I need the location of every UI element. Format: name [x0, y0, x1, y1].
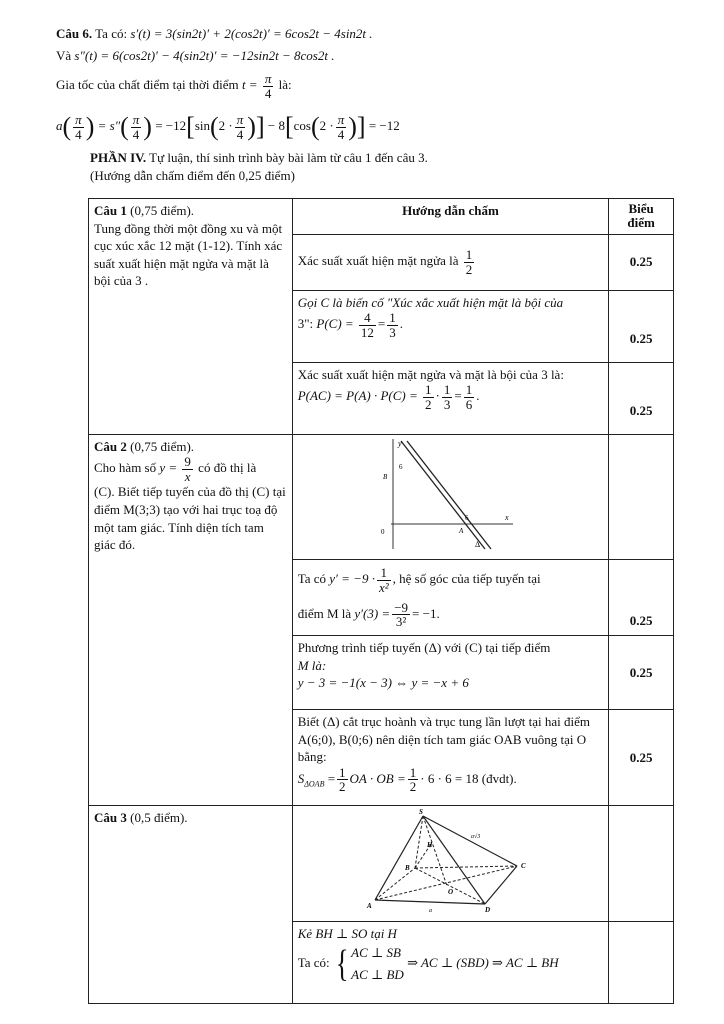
tangent-line-2	[398, 441, 485, 549]
fraction	[442, 383, 453, 411]
system	[351, 942, 404, 986]
formula: OA · OB =	[349, 770, 406, 786]
grading-table	[88, 198, 674, 1004]
dot: ·	[435, 388, 440, 404]
num: π	[236, 111, 244, 127]
edge-sd	[423, 816, 485, 904]
edge-sc	[423, 816, 517, 866]
x-six-label: 6	[464, 513, 469, 522]
text: Kẻ BH ⊥ SO tại H	[297, 925, 397, 941]
point-b-label: B	[382, 472, 387, 481]
line-derivative-2	[56, 48, 334, 64]
fraction	[337, 766, 348, 794]
score-cell: 0.25	[609, 234, 674, 290]
formula: s′(t) = 3(sin2t)′ + 2(cos2t)′ = 6cos2t − 4sin2t .	[130, 26, 373, 41]
question-3-cell	[89, 806, 293, 1004]
q2-points: (0,75 điểm).	[130, 438, 195, 454]
s-subscript: ΔOAB	[304, 779, 325, 789]
paren: )	[247, 112, 256, 141]
line-derivative-1	[56, 26, 373, 42]
empty-score-cell	[609, 921, 674, 1003]
a-symbol: a	[56, 117, 63, 133]
den: 4	[236, 126, 244, 142]
tangent-graph	[295, 437, 585, 553]
text: là:	[278, 77, 292, 93]
eq: =	[454, 388, 462, 404]
graph-cell	[292, 434, 609, 560]
minus8: − 8	[267, 117, 285, 133]
den: 3²	[395, 614, 407, 630]
formula: ⇒ AC ⊥ (SBD) ⇒ AC ⊥ BH	[407, 955, 559, 971]
table-row	[89, 199, 674, 235]
two: 2 ·	[218, 117, 233, 133]
num: π	[132, 111, 140, 127]
end: · 6 · 6 = 18 (đvdt).	[420, 770, 517, 786]
edge-sa	[375, 816, 423, 900]
fraction	[392, 601, 410, 629]
text: Và	[56, 48, 72, 63]
empty-score-cell	[609, 806, 674, 922]
bracket: [	[284, 112, 294, 141]
den: 2	[465, 261, 473, 277]
fraction	[408, 766, 419, 794]
den: 2	[339, 779, 346, 795]
base-length-label: a	[428, 908, 432, 915]
system-line-1: AC ⊥ SB	[351, 945, 401, 961]
fraction	[73, 113, 84, 141]
num: 1	[389, 310, 396, 326]
line-acceleration-value	[56, 112, 400, 142]
fraction	[182, 455, 193, 483]
num: 1	[465, 246, 473, 262]
paren: )	[85, 112, 95, 141]
formula: y =	[159, 460, 178, 476]
q1-text: Tung đồng thời một đồng xu và một cục xúc xắc 12 mặt (1-12). Tính xác suất xuất hiện mặt ngửa và mặt là bội của 3 .	[94, 220, 283, 289]
point-o: O	[447, 888, 453, 897]
part-iv-note: (Hướng dẫn chấm điểm đến 0,25 điểm)	[90, 168, 295, 183]
den: 3	[443, 396, 451, 412]
guide-cell	[292, 560, 609, 636]
num: 1	[465, 382, 473, 398]
bracket: ]	[356, 112, 366, 141]
empty-score-cell	[609, 434, 674, 560]
den: 12	[360, 324, 374, 340]
text: Gia tốc của chất điểm tại thời điểm	[56, 77, 239, 93]
guide-cell	[292, 710, 609, 806]
vertex-s: S	[418, 808, 423, 817]
score-cell: 0.25	[609, 290, 674, 362]
end: = −1.	[412, 605, 440, 621]
line-acceleration-intro	[56, 72, 292, 100]
fraction	[464, 383, 475, 411]
paren: (	[209, 112, 219, 141]
den: 4	[75, 126, 82, 142]
part-iv-title	[90, 150, 428, 166]
system-brace: {	[335, 943, 349, 986]
side-length-label: a√3	[470, 834, 480, 841]
formula-t: t =	[241, 77, 258, 93]
num: 1	[425, 382, 432, 398]
system-line-2: AC ⊥ BD	[351, 967, 404, 983]
paren: )	[143, 112, 152, 141]
figure-cell	[292, 806, 609, 922]
guide-cell	[292, 290, 609, 362]
num: 9	[184, 454, 191, 470]
part-label: PHẦN IV.	[90, 150, 147, 165]
question-1-cell	[89, 199, 293, 435]
q3-title: Câu 3	[94, 810, 127, 826]
num: 1	[409, 764, 417, 780]
fraction-pi-4	[263, 72, 274, 100]
text: 3":	[297, 316, 314, 332]
q1-title: Câu 1	[94, 203, 127, 218]
text: Gọi C là biến cố "Xúc xắc xuất hiện mặt là bội của	[297, 294, 564, 310]
fraction	[423, 383, 434, 411]
eq: = −12	[155, 117, 187, 133]
header-score: Biểu điểm	[609, 199, 674, 235]
num: π	[264, 71, 272, 86]
formula: y′ = −9 ·	[329, 571, 375, 587]
text: Xác suất xuất hiện mặt ngửa là	[297, 253, 459, 269]
den: x	[184, 468, 191, 484]
origin-label: 0	[380, 527, 385, 536]
formula: P(C) =	[316, 316, 354, 332]
end: .	[399, 316, 404, 332]
fraction	[464, 248, 475, 276]
num: π	[75, 111, 82, 127]
bracket: ]	[255, 112, 265, 141]
result: = −12	[368, 117, 400, 133]
edge-bc	[415, 866, 517, 868]
guide-cell	[292, 234, 609, 290]
fraction	[336, 113, 347, 141]
delta-label: Δ	[474, 539, 480, 549]
sin: sin	[194, 117, 210, 133]
fraction	[387, 311, 398, 339]
pyramid-figure	[295, 808, 585, 914]
x-axis-label: x	[504, 512, 509, 522]
text: , hệ số góc của tiếp tuyến tại	[392, 571, 541, 587]
vertex-a: A	[366, 902, 372, 911]
den: x²	[378, 580, 389, 596]
num: 4	[359, 311, 376, 326]
y-six-label: 6	[398, 462, 403, 471]
den: 6	[465, 396, 473, 412]
edge-dc	[485, 866, 517, 904]
q3-points: (0,5 điểm).	[130, 810, 188, 826]
den: 2	[425, 396, 432, 412]
text: có đồ thị là	[198, 460, 257, 476]
num: 1	[443, 382, 451, 398]
guide-cell	[292, 636, 609, 710]
point-a-label: A	[458, 526, 463, 535]
den: 4	[132, 126, 140, 142]
num: 1	[339, 764, 346, 780]
y-axis-label: y	[397, 438, 402, 448]
header-guide: Hướng dẫn chấm	[292, 199, 609, 235]
score-cell: 0.25	[609, 710, 674, 806]
formula: P(AC) = P(A) · P(C) =	[297, 388, 418, 404]
score-cell: 0.25	[609, 362, 674, 434]
text: điểm M là	[297, 605, 352, 621]
den: 4	[337, 126, 345, 142]
text: Ta có:	[297, 955, 330, 971]
den: 3	[389, 324, 396, 340]
formula: y′(3) =	[354, 605, 391, 621]
fraction	[359, 311, 376, 339]
point-h: H	[426, 841, 433, 850]
guide-cell	[292, 921, 609, 1003]
text: M là:	[297, 657, 327, 673]
edge-ad	[375, 900, 485, 904]
text: Cho hàm số	[94, 460, 157, 476]
paren: (	[120, 112, 129, 141]
q2-title: Câu 2	[94, 438, 127, 454]
den: 2	[409, 779, 417, 795]
s-symbol: S	[297, 770, 305, 786]
formula: y − 3 = −1(x − 3) ⇔ y = −x + 6	[297, 675, 469, 691]
question-6-label: Câu 6.	[56, 26, 93, 41]
guide-cell	[292, 362, 609, 434]
fraction	[235, 113, 246, 141]
end: .	[476, 388, 480, 404]
num: 1	[377, 566, 391, 581]
table-row	[89, 806, 674, 922]
den: 4	[264, 85, 272, 101]
text: Phương trình tiếp tuyến (Δ) với (C) tại tiếp điểm	[297, 640, 551, 656]
part-text: Tự luận, thí sinh trình bày bài làm từ câu 1 đến câu 3.	[149, 150, 428, 165]
q2-text: (C). Biết tiếp tuyến của đồ thị (C) tại điểm M(3;3) tạo với hai trục toạ độ một tam giác. Tính diện tích tam giác đó.	[94, 484, 286, 553]
vertex-d: D	[484, 906, 490, 915]
score-cell: 0.25	[609, 636, 674, 710]
cos: cos	[293, 117, 311, 133]
question-2-cell	[89, 434, 293, 806]
eq: = s″	[97, 117, 121, 133]
vertex-c: C	[520, 862, 526, 871]
paren: )	[348, 112, 357, 141]
formula: s″(t) = 6(cos2t)′ − 4(sin2t)′ = −12sin2t − 8cos2t .	[74, 48, 335, 63]
q1-points: (0,75 điểm).	[130, 203, 195, 218]
eq: =	[377, 316, 386, 332]
text: Xác suất xuất hiện mặt ngửa và mặt là bội của 3 là:	[297, 366, 564, 382]
bracket: [	[186, 112, 195, 141]
num: −9	[394, 599, 409, 615]
eq: =	[327, 770, 336, 786]
vertex-b: B	[404, 864, 410, 873]
tangent-line-1	[407, 441, 491, 549]
two: 2 ·	[319, 117, 334, 133]
num: π	[337, 111, 345, 127]
text: Ta có:	[95, 26, 128, 41]
table-row	[89, 434, 674, 560]
fraction	[377, 566, 391, 594]
fraction	[131, 113, 142, 141]
diag-bd	[415, 868, 485, 904]
text: Ta có	[297, 571, 327, 587]
score-cell: 0.25	[609, 560, 674, 636]
paren: (	[62, 112, 72, 141]
paren: (	[310, 112, 320, 141]
text: Biết (Δ) cắt trục hoành và trục tung lần lượt tại hai điểm A(6;0), B(0;6) nên diện tích tam giác OAB vuông tại O bằng:	[297, 714, 591, 765]
